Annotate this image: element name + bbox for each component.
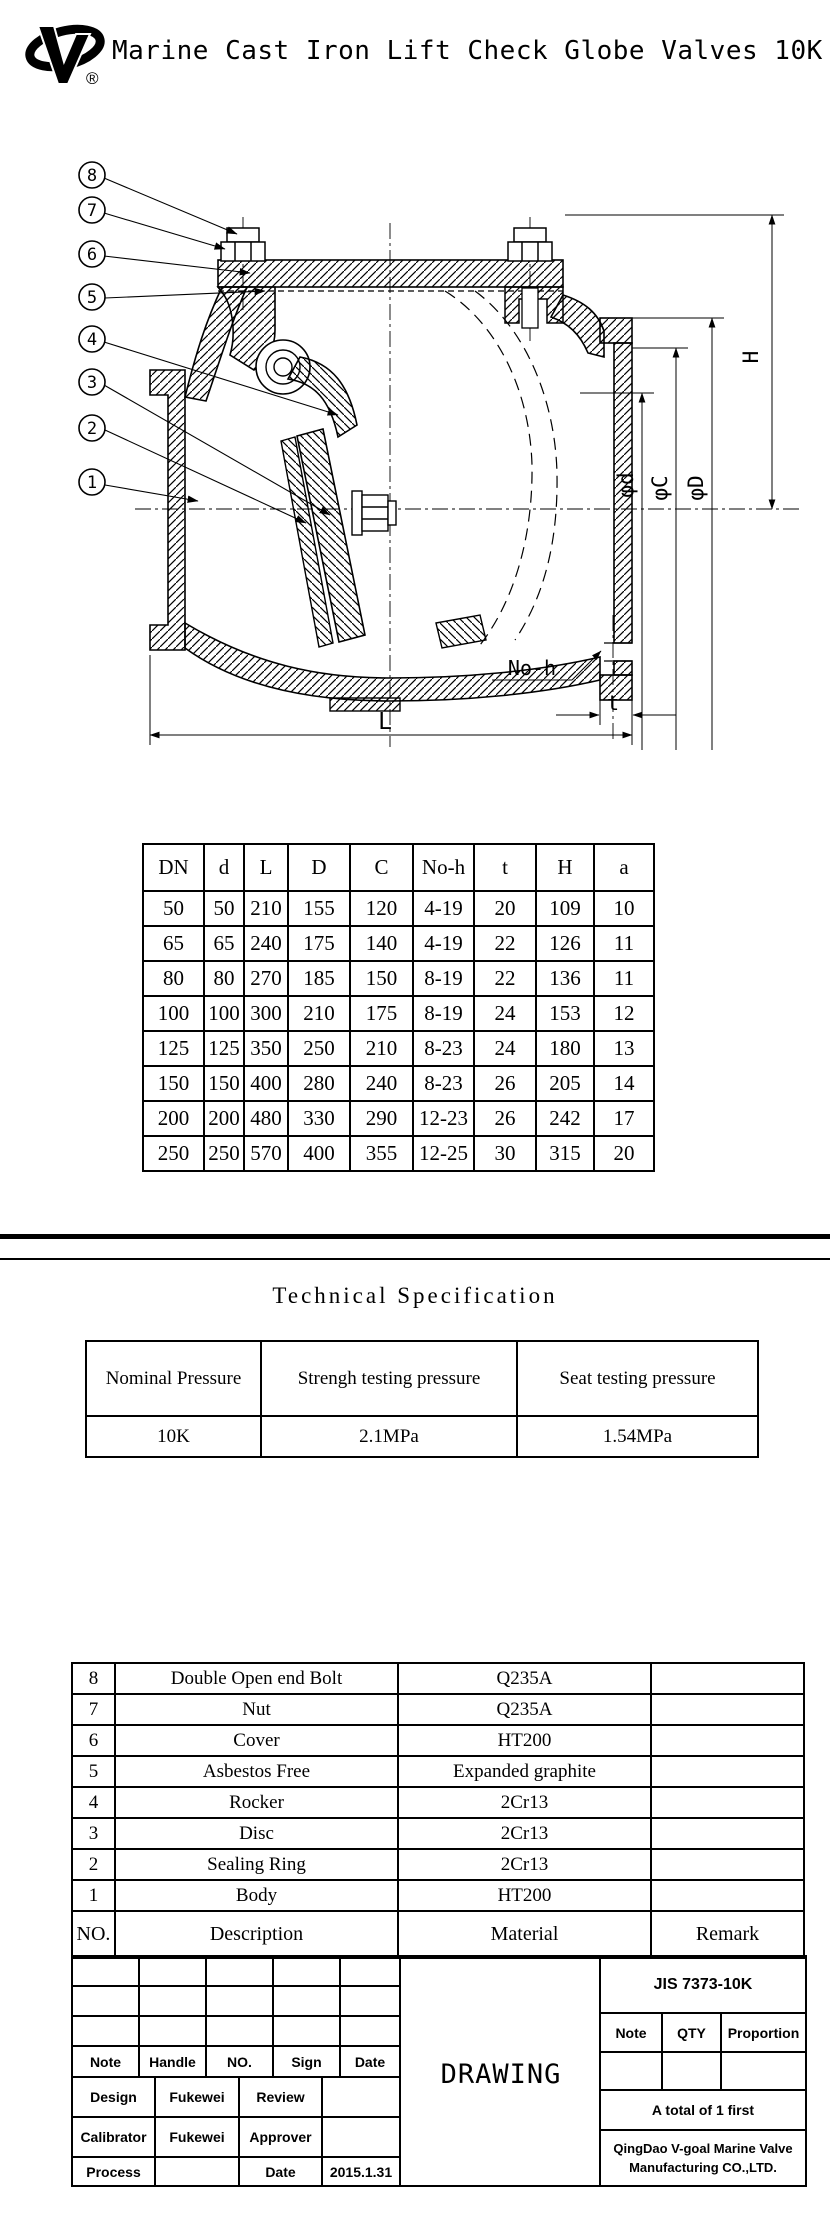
empty-cell [207, 2017, 274, 2045]
table-cell: 4-19 [413, 926, 474, 961]
empty-cell [274, 1957, 341, 1985]
table-cell: 250 [288, 1031, 350, 1066]
table-cell [651, 1818, 804, 1849]
table-cell [651, 1849, 804, 1880]
table-cell: 12-23 [413, 1101, 474, 1136]
parts-list-table [71, 1662, 805, 1959]
table-cell: Double Open end Bolt [115, 1663, 398, 1694]
table-row [72, 1756, 804, 1787]
table-row [143, 1101, 654, 1136]
table-row [143, 961, 654, 996]
table-cell: 153 [536, 996, 594, 1031]
review-value [323, 2078, 399, 2116]
table-cell: 270 [244, 961, 288, 996]
table-header-cell: L [244, 844, 288, 891]
table-cell: 24 [474, 996, 536, 1031]
empty-grid-row [73, 1957, 399, 1987]
callout-8: 8 [86, 166, 98, 186]
table-cell: 12 [594, 996, 654, 1031]
table-cell: 2Cr13 [398, 1787, 651, 1818]
table-cell: 150 [350, 961, 413, 996]
title-block-right [599, 1957, 805, 2185]
table-cell: 26 [474, 1066, 536, 1101]
callout-6: 6 [86, 245, 98, 265]
table-cell: 210 [288, 996, 350, 1031]
handle-label: Handle [140, 2047, 207, 2076]
table-cell: 175 [350, 996, 413, 1031]
callout-5: 5 [86, 288, 98, 308]
table-cell [651, 1880, 804, 1911]
table-cell: 14 [594, 1066, 654, 1101]
table-cell: 7 [72, 1694, 115, 1725]
table-header-cell: No-h [413, 844, 474, 891]
table-cell: HT200 [398, 1725, 651, 1756]
table-cell: 6 [72, 1725, 115, 1756]
empty-cell [722, 2053, 805, 2089]
table-cell: 8-23 [413, 1031, 474, 1066]
title-block-middle [401, 1957, 601, 2185]
dimension-table-header [143, 844, 654, 891]
table-cell: 5 [72, 1756, 115, 1787]
table-cell: 136 [536, 961, 594, 996]
spec-value-seat: 1.54MPa [517, 1416, 758, 1457]
table-cell: 65 [143, 926, 204, 961]
empty-cell [663, 2053, 722, 2089]
design-row [73, 2078, 399, 2118]
table-cell: 20 [594, 1136, 654, 1171]
table-header-cell: d [204, 844, 244, 891]
dim-phi-d: φd [614, 472, 638, 498]
table-header-cell: C [350, 844, 413, 891]
empty-grid-row [73, 2017, 399, 2047]
table-cell: 24 [474, 1031, 536, 1066]
date-field-label: Date [240, 2158, 323, 2185]
table-row [72, 1849, 804, 1880]
rocker-pin [274, 358, 292, 376]
design-value: Fukewei [156, 2078, 240, 2116]
table-cell: 13 [594, 1031, 654, 1066]
table-cell: 240 [244, 926, 288, 961]
table-row [72, 1818, 804, 1849]
table-cell: Nut [115, 1694, 398, 1725]
table-cell: 50 [204, 891, 244, 926]
dim-H: H [739, 350, 763, 364]
callout-7: 7 [86, 201, 98, 221]
empty-cell [274, 2017, 341, 2045]
dim-L: L [378, 709, 392, 735]
cover-plate [218, 260, 563, 287]
calibrator-row [73, 2118, 399, 2158]
disc-nut [352, 491, 396, 535]
spec-table-header [86, 1341, 758, 1416]
company-cell [601, 2131, 805, 2185]
table-cell: 355 [350, 1136, 413, 1171]
empty-cell [73, 1987, 140, 2015]
table-cell: 200 [143, 1101, 204, 1136]
review-label: Review [240, 2078, 323, 2116]
callout-3: 3 [86, 373, 98, 393]
table-cell: 242 [536, 1101, 594, 1136]
spec-value-nominal: 10K [86, 1416, 261, 1457]
table-cell [651, 1694, 804, 1725]
table-cell: HT200 [398, 1880, 651, 1911]
date-field-value: 2015.1.31 [329, 2163, 393, 2180]
empty-cell [274, 1987, 341, 2015]
table-cell: 4 [72, 1787, 115, 1818]
table-cell: 20 [474, 891, 536, 926]
empty-cell [140, 1957, 207, 1985]
table-row [143, 1136, 654, 1171]
table-header-cell: t [474, 844, 536, 891]
spec-section-title: Technical Specification [272, 1283, 558, 1308]
callout-2: 2 [86, 419, 98, 439]
table-cell [651, 1787, 804, 1818]
empty-cell [140, 2017, 207, 2045]
table-cell: 17 [594, 1101, 654, 1136]
table-cell: 80 [204, 961, 244, 996]
table-cell: 330 [288, 1101, 350, 1136]
table-cell: 290 [350, 1101, 413, 1136]
table-row [143, 996, 654, 1031]
table-cell: 570 [244, 1136, 288, 1171]
table-cell: 400 [244, 1066, 288, 1101]
table-cell: 109 [536, 891, 594, 926]
table-cell: 8-23 [413, 1066, 474, 1101]
empty-cell [73, 2017, 140, 2045]
no-label: NO. [207, 2047, 274, 2076]
table-cell: 125 [143, 1031, 204, 1066]
table-cell: 210 [244, 891, 288, 926]
table-cell: Rocker [115, 1787, 398, 1818]
table-cell: 22 [474, 926, 536, 961]
process-label: Process [73, 2158, 156, 2185]
table-cell: 12-25 [413, 1136, 474, 1171]
table-cell: 250 [204, 1136, 244, 1171]
table-cell: 2 [72, 1849, 115, 1880]
dimension-table [142, 843, 655, 1172]
table-cell: 480 [244, 1101, 288, 1136]
dim-no-h: No-h [507, 656, 557, 680]
table-cell: 185 [288, 961, 350, 996]
spec-table-values [86, 1416, 758, 1457]
approver-value [323, 2118, 399, 2156]
table-row [143, 1066, 654, 1101]
title-block [71, 1955, 807, 2187]
empty-cell [140, 1987, 207, 2015]
spec-header-nominal: Nominal Pressure [86, 1341, 261, 1416]
note-label: Note [73, 2047, 140, 2076]
table-cell: 100 [143, 996, 204, 1031]
empty-grid-row [73, 1987, 399, 2017]
table-header-cell: H [536, 844, 594, 891]
design-label: Design [73, 2078, 156, 2116]
table-cell: 125 [204, 1031, 244, 1066]
empty-cell [341, 1987, 399, 2015]
table-cell: Disc [115, 1818, 398, 1849]
table-cell: Sealing Ring [115, 1849, 398, 1880]
table-row [143, 926, 654, 961]
table-cell: 175 [288, 926, 350, 961]
table-cell: 4-19 [413, 891, 474, 926]
table-cell: 11 [594, 926, 654, 961]
empty-cell [341, 1957, 399, 1985]
table-cell: 200 [204, 1101, 244, 1136]
company-line2: Manufacturing CO.,LTD. [629, 2160, 777, 2175]
callout-balloons [79, 162, 105, 495]
qty-header-row [601, 2014, 805, 2053]
table-cell [651, 1756, 804, 1787]
registered-mark: ® [86, 69, 99, 88]
calibrator-value: Fukewei [156, 2118, 240, 2156]
drawing-label: DRAWING [440, 2059, 562, 2090]
table-cell: 1 [72, 1880, 115, 1911]
revision-header-row [73, 2047, 399, 2078]
bolt-stud [522, 288, 538, 328]
table-cell: 280 [288, 1066, 350, 1101]
table-cell: 155 [288, 891, 350, 926]
vgoal-logo [20, 10, 106, 94]
table-cell: Asbestos Free [115, 1756, 398, 1787]
table-cell: Cover [115, 1725, 398, 1756]
table-cell [651, 1663, 804, 1694]
table-cell: Body [115, 1880, 398, 1911]
proportion-label: Proportion [727, 2024, 800, 2041]
table-cell: 240 [350, 1066, 413, 1101]
table-cell: Q235A [398, 1694, 651, 1725]
table-row [72, 1725, 804, 1756]
table-cell: 8-19 [413, 996, 474, 1031]
qty-label: QTY [663, 2014, 722, 2051]
page-title: Marine Cast Iron Lift Check Globe Valves 10K [112, 36, 823, 66]
spec-header-seat: Seat testing pressure [517, 1341, 758, 1416]
calibrator-label: Calibrator [73, 2118, 156, 2156]
table-row [143, 1031, 654, 1066]
table-cell: 65 [204, 926, 244, 961]
table-cell: 210 [350, 1031, 413, 1066]
dim-t: t [606, 691, 620, 715]
table-cell: 315 [536, 1136, 594, 1171]
callout-4: 4 [86, 330, 98, 350]
process-row [73, 2158, 399, 2185]
table-cell: 80 [143, 961, 204, 996]
table-row [72, 1694, 804, 1725]
table-row [143, 891, 654, 926]
qty-value-row [601, 2053, 805, 2091]
valve-section-drawing [0, 95, 830, 765]
table-row [72, 1663, 804, 1694]
left-flange [150, 370, 185, 650]
right-bolt [508, 228, 552, 261]
table-cell: 50 [143, 891, 204, 926]
table-cell: 126 [536, 926, 594, 961]
table-cell: 150 [204, 1066, 244, 1101]
rocker-arm [288, 357, 357, 437]
table-cell: 3 [72, 1818, 115, 1849]
table-cell: 120 [350, 891, 413, 926]
empty-cell [207, 1987, 274, 2015]
empty-cell [207, 1957, 274, 1985]
table-cell: Q235A [398, 1663, 651, 1694]
table-cell: 11 [594, 961, 654, 996]
approver-label: Approver [240, 2118, 323, 2156]
table-cell: 250 [143, 1136, 204, 1171]
table-cell: 30 [474, 1136, 536, 1171]
dim-phi-C: φC [648, 475, 672, 501]
company-line1: QingDao V-goal Marine Valve [613, 2141, 793, 2156]
table-cell [651, 1725, 804, 1756]
table-cell: 400 [288, 1136, 350, 1171]
parts-footer-remark: Remark [651, 1911, 804, 1958]
title-block-left-grid [73, 1957, 401, 2185]
table-cell: Expanded graphite [398, 1756, 651, 1787]
table-cell: 2Cr13 [398, 1818, 651, 1849]
table-row [72, 1787, 804, 1818]
table-cell: 180 [536, 1031, 594, 1066]
process-value [156, 2158, 240, 2185]
empty-cell [73, 1957, 140, 1985]
table-cell: 150 [143, 1066, 204, 1101]
table-cell: 350 [244, 1031, 288, 1066]
table-cell: 8 [72, 1663, 115, 1694]
table-cell: 26 [474, 1101, 536, 1136]
date-label: Date [354, 2053, 386, 2070]
table-header-cell: DN [143, 844, 204, 891]
table-header-cell: a [594, 844, 654, 891]
parts-list-footer [72, 1911, 804, 1958]
spec-table [85, 1340, 759, 1458]
table-cell: 10 [594, 891, 654, 926]
table-cell: 8-19 [413, 961, 474, 996]
parts-footer-material: Material [398, 1911, 651, 1958]
table-cell: 100 [204, 996, 244, 1031]
table-cell: 22 [474, 961, 536, 996]
table-header-cell: D [288, 844, 350, 891]
total-note-cell: A total of 1 first [601, 2091, 805, 2131]
qty-note-label: Note [601, 2014, 663, 2051]
left-bolt [221, 228, 265, 261]
callout-1: 1 [86, 473, 98, 493]
standard-cell: JIS 7373-10K [601, 1957, 805, 2014]
passage-break-lines [445, 291, 557, 645]
spec-header-strength: Strengh testing pressure [261, 1341, 517, 1416]
sign-label: Sign [274, 2047, 341, 2076]
table-cell: 300 [244, 996, 288, 1031]
dim-phi-D: φD [684, 475, 708, 501]
parts-footer-description: Description [115, 1911, 398, 1958]
empty-cell [341, 2017, 399, 2045]
parts-footer-no: NO. [72, 1911, 115, 1958]
divider-thin [0, 1258, 830, 1260]
table-row [72, 1880, 804, 1911]
table-cell: 2Cr13 [398, 1849, 651, 1880]
divider-thick [0, 1234, 830, 1239]
empty-cell [601, 2053, 663, 2089]
spec-value-strength: 2.1MPa [261, 1416, 517, 1457]
table-cell: 140 [350, 926, 413, 961]
seat-ring [436, 615, 486, 648]
table-cell: 205 [536, 1066, 594, 1101]
